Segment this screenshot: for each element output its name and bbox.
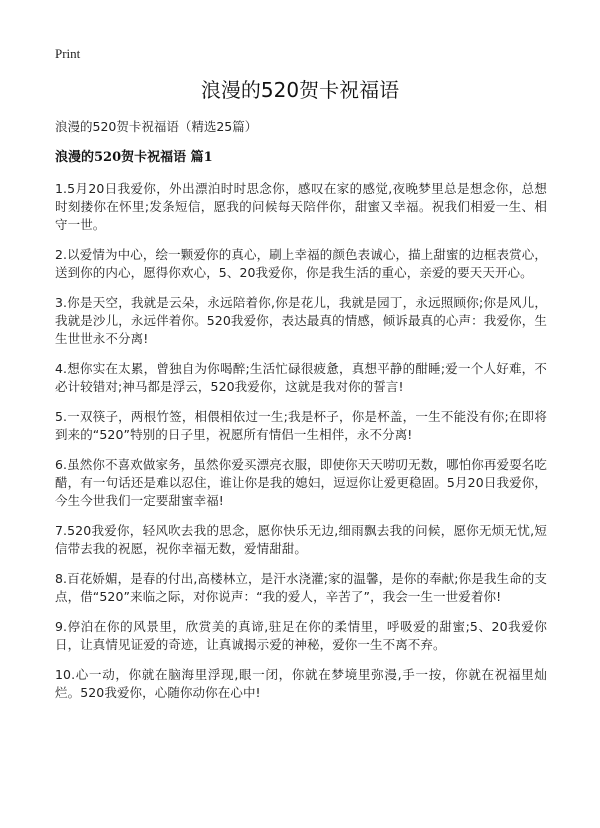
print-link[interactable]: Print xyxy=(55,46,81,61)
paragraph: 7.520我爱你，轻风吹去我的思念，愿你快乐无边,细雨飘去我的问候，愿你无烦无忧,短信带去我的祝愿，祝你幸福无数，爱情甜甜。 xyxy=(55,523,547,556)
document-subtitle: 浪漫的520贺卡祝福语（精选25篇） xyxy=(55,119,258,134)
paragraph: 1.5月20日我爱你，外出漂泊时时思念你，感叹在家的感觉,夜晚梦里总是想念你，总想时刻搂你在怀里;发条短信，愿我的问候每天陪伴你，甜蜜又幸福。祝我们相爱一生、相守一世。 xyxy=(55,181,547,232)
paragraph: 2.以爱情为中心，绘一颗爱你的真心，刷上幸福的颜色表诚心，描上甜蜜的边框表赏心，送到你的内心，愿得你欢心，5、20我爱你，你是我生活的重心，亲爱的要天天开心。 xyxy=(55,247,547,280)
paragraph: 10.心一动，你就在脑海里浮现,眼一闭，你就在梦境里弥漫,手一按，你就在祝福里灿烂。520我爱你，心随你动你在心中! xyxy=(55,667,547,700)
paragraph-list xyxy=(55,180,547,714)
paragraph: 8.百花娇媚，是春的付出,高楼林立，是汗水浇灌;家的温馨，是你的奉献;你是我生命的支点，借“520”来临之际，对你说声：“我的爱人，辛苦了”，我会一生一世爱着你! xyxy=(55,571,547,604)
paragraph: 6.虽然你不喜欢做家务，虽然你爱买漂亮衣服，即使你天天唠叨无数，哪怕你再爱耍名吃醋，有一句话还是难以忍住，谁让你是我的媳妇，逗逗你让爱更稳固。5月20日我爱你，今生今世我们一定要甜蜜幸福! xyxy=(55,457,547,508)
paragraph: 5.一双筷子，两根竹签，相偎相依过一生;我是杯子，你是杯盖，一生不能没有你;在即将到来的“520”特别的日子里，祝愿所有情侣一生相伴，永不分离! xyxy=(55,409,547,442)
page-title: 浪漫的520贺卡祝福语 xyxy=(200,78,400,102)
paragraph: 9.停泊在你的风景里，欣赏美的真谛,驻足在你的柔情里，呼吸爱的甜蜜;5、20我爱你日，让真情见证爱的奇迹，让真诚揭示爱的神秘，爱你一生不离不弃。 xyxy=(55,619,547,652)
section-heading: 浪漫的520贺卡祝福语 篇1 xyxy=(55,150,213,165)
paragraph: 4.想你实在太累，曾独自为你喝醉;生活忙碌很疲惫，真想平静的酣睡;爱一个人好难，不必计较错对;神马都是浮云，520我爱你，这就是我对你的誓言! xyxy=(55,361,547,394)
paragraph: 3.你是天空，我就是云朵，永远陪着你,你是花儿，我就是园丁，永远照顾你;你是风儿，我就是沙儿，永远伴着你。520我爱你，表达最真的情感，倾诉最真的心声：我爱你，生生世世永不分离! xyxy=(55,295,547,346)
